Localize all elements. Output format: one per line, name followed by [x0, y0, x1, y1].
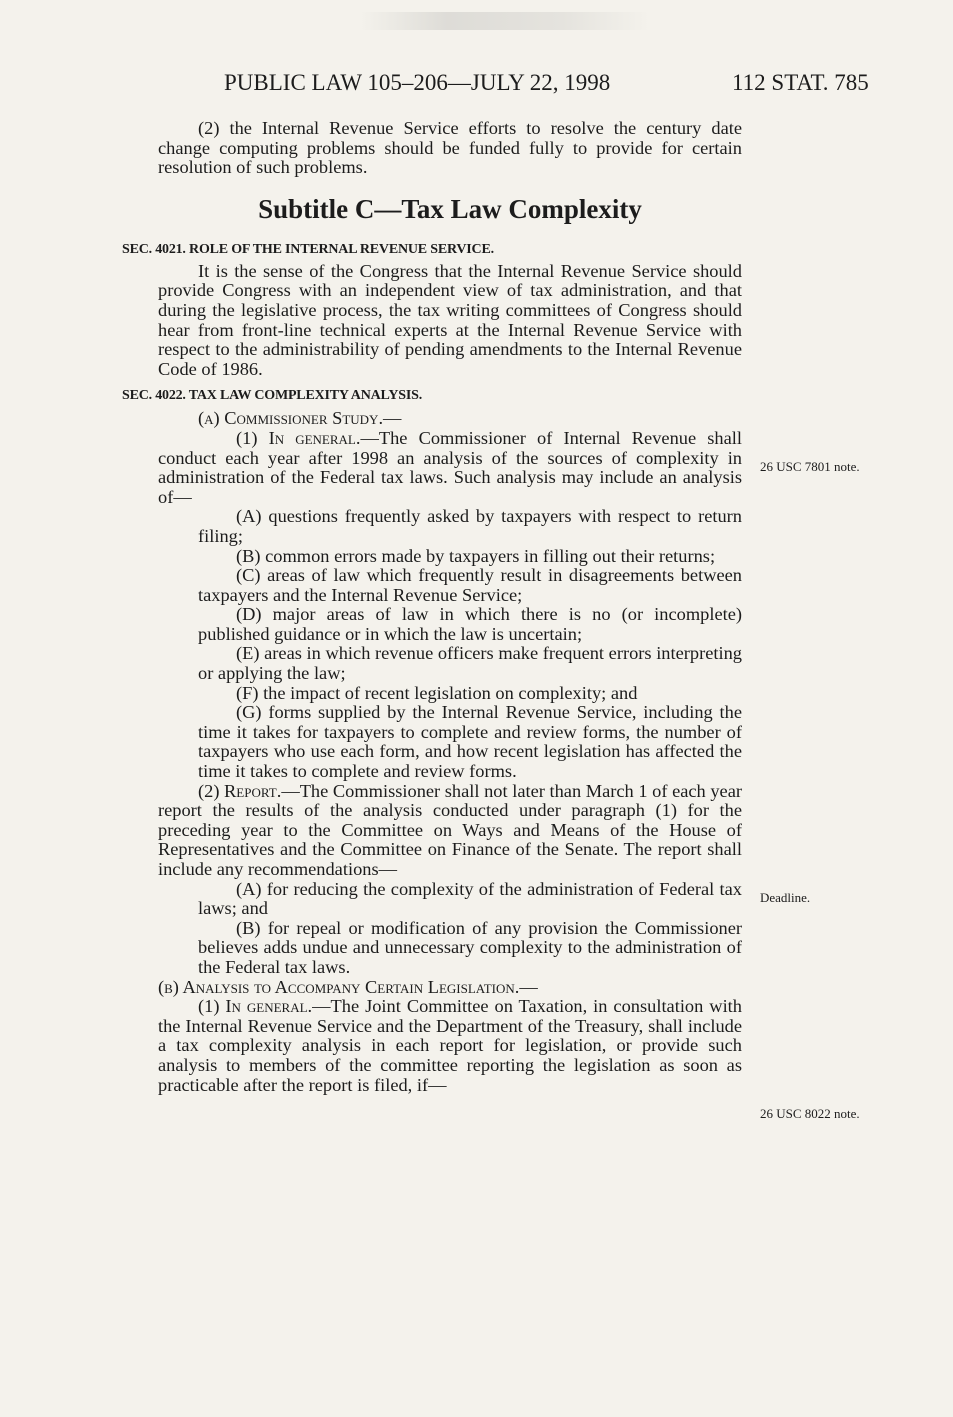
subsection-b-heading-text: (b) Analysis to Accompany Certain Legislation.— [158, 976, 538, 997]
list-item-a1-A: (A) questions frequently asked by taxpayers with respect to return filing; [198, 506, 742, 546]
page-header [0, 66, 953, 100]
margin-note-26-usc-8022: 26 USC 8022 note. [760, 1106, 860, 1121]
body-text [122, 118, 743, 1095]
paragraph-a1 [120, 429, 742, 507]
subsection-b-heading [158, 978, 742, 998]
list-item-a2-B: (B) for repeal or modification of any provision the Commissioner believes adds undue and unnecessary complexity to the administration of the Federal tax laws. [198, 917, 742, 977]
list-item-a1-G: (G) forms supplied by the Internal Revenue Service, including the time it takes for taxpayers to complete and review forms, the number of taxpayers who use each form, and how recent legislation has affected the time it takes to complete and review forms. [198, 702, 742, 782]
list-item-a1-D: (D) major areas of law in which there is no (or incomplete) published guidance or in which the law is uncertain; [198, 604, 742, 644]
subsection-a-heading [158, 409, 742, 429]
list-item-a1-C: (C) areas of law which frequently result in disagreements between taxpayers and the Internal Revenue Service; [198, 565, 742, 605]
sec-4022-heading: SEC. 4022. TAX LAW COMPLEXITY ANALYSIS. [122, 388, 423, 404]
subtitle-heading: Subtitle C—Tax Law Complexity [258, 193, 642, 224]
paragraph-a1-label: (1) In general. [236, 427, 361, 448]
intro-paragraph: (2) the Internal Revenue Service efforts to resolve the century date change computing problems should be funded fully to provide for certain resolution of such problems. [158, 118, 742, 178]
paragraph-a2 [158, 782, 742, 880]
paragraph-b1-text: —The Joint Committee on Taxation, in consultation with the Internal Revenue Service and the Department of the Treasury, shall include a tax complexity analysis in each report for legislation, or provide such analysis to members of the committee reporting the legislation as soon as practicable after the report is filed, if— [158, 996, 742, 1095]
header-title: PUBLIC LAW 105–206—JULY 22, 1998 [224, 70, 611, 95]
margin-note-deadline: Deadline. [760, 890, 811, 905]
scan-artifact [360, 12, 650, 30]
list-item-a1-F: (F) the impact of recent legislation on complexity; and [236, 682, 638, 703]
margin-note-26-usc-7801: 26 USC 7801 note. [760, 459, 860, 474]
header-stat-page: 112 STAT. 785 [732, 70, 869, 95]
sec-4021-text: It is the sense of the Congress that the Internal Revenue Service should provide Congress with an independent view of tax administration, and that during the legislative process, the tax writing committees of Congress should hear from front-line technical experts at the Internal Revenue Service with respect to the administrability of pending amendments to the Internal Revenue Code of 1986. [158, 260, 742, 379]
list-item-a1-E: (E) areas in which revenue officers make frequent errors interpreting or applying the law; [198, 643, 742, 684]
paragraph-b1-label: (1) In general. [198, 996, 313, 1017]
paragraph-a1-text: —The Commissioner of Internal Revenue shall conduct each year after 1998 an analysis of the sources of complexity in administration of the Federal tax laws. Such analysis may include an analysis of— [158, 427, 742, 507]
paragraph-a2-text: —The Commissioner shall not later than March 1 of each year report the results of the analysis conducted under paragraph (1) for the preceding year to the Committee on Ways and Means of the House of Representatives and the Committee on Finance of the Senate. The report shall include any recommendations— [158, 780, 743, 879]
list-item-a2-A: (A) for reducing the complexity of the administration of Federal tax laws; and [198, 878, 742, 919]
paragraph-b1 [158, 997, 742, 1095]
subsection-a-heading-text: (a) Commissioner Study.— [198, 408, 402, 429]
paragraph-a2-label: (2) Report. [198, 780, 282, 801]
list-item-a1-B: (B) common errors made by taxpayers in filling out their returns; [236, 545, 716, 566]
sec-4021-heading: SEC. 4021. ROLE OF THE INTERNAL REVENUE SERVICE. [122, 241, 494, 257]
